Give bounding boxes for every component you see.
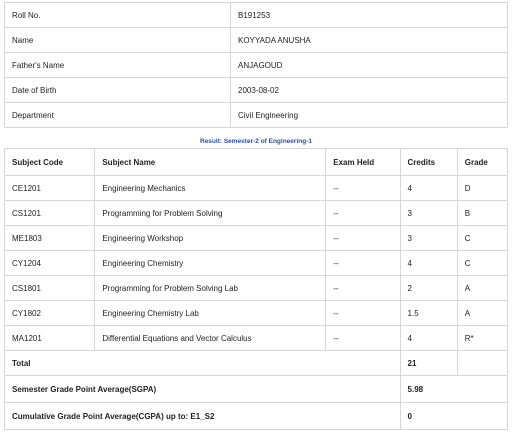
subject-code-cell: CY1204 [5,251,95,276]
header-credits: Credits [400,149,457,176]
sgpa-label: Semester Grade Point Average(SGPA) [5,376,401,403]
info-value: 2003-08-02 [231,78,508,103]
info-value: Civil Engineering [231,103,508,128]
grade-cell: B [457,201,507,226]
student-info-body [5,3,508,128]
exam-held-cell: -- [326,301,400,326]
total-credits: 21 [400,351,457,376]
info-row [5,28,508,53]
info-label: Name [5,28,231,53]
info-label: Date of Birth [5,78,231,103]
subject-name-cell: Engineering Workshop [95,226,326,251]
grade-cell: C [457,226,507,251]
exam-held-cell: -- [326,226,400,251]
credits-cell: 3 [400,226,457,251]
subject-code-cell: CE1201 [5,176,95,201]
grade-cell: A [457,301,507,326]
subject-row [5,251,508,276]
sgpa-value: 5.98 [400,376,507,403]
exam-held-cell: -- [326,276,400,301]
header-grade: Grade [457,149,507,176]
header-subject-code: Subject Code [5,149,95,176]
info-label: Father's Name [5,53,231,78]
info-row [5,78,508,103]
exam-held-cell: -- [326,251,400,276]
info-value: B191253 [231,3,508,28]
subject-code-cell: CS1201 [5,201,95,226]
subject-code-cell: MA1201 [5,326,95,351]
result-table-footer [5,351,508,430]
subject-row [5,176,508,201]
result-title: Result: Semester-2 of Engineering-1 [200,138,312,145]
grade-cell: A [457,276,507,301]
result-table-body [5,176,508,351]
info-row [5,103,508,128]
subject-row [5,201,508,226]
grade-cell: D [457,176,507,201]
cgpa-row [5,403,508,430]
exam-held-cell: -- [326,176,400,201]
info-value: ANJAGOUD [231,53,508,78]
subject-name-cell: Engineering Chemistry Lab [95,301,326,326]
total-label: Total [5,351,401,376]
subject-code-cell: ME1803 [5,226,95,251]
subject-code-cell: CY1802 [5,301,95,326]
subject-name-cell: Programming for Problem Solving Lab [95,276,326,301]
total-row [5,351,508,376]
total-grade-blank [457,351,507,376]
sgpa-row [5,376,508,403]
subject-name-cell: Engineering Mechanics [95,176,326,201]
grade-cell: C [457,251,507,276]
header-exam-held: Exam Held [326,149,400,176]
subject-code-cell: CS1801 [5,276,95,301]
info-row [5,3,508,28]
cgpa-label: Cumulative Grade Point Average(CGPA) up to: E1_S2 [5,403,401,430]
subject-name-cell: Programming for Problem Solving [95,201,326,226]
exam-held-cell: -- [326,326,400,351]
cgpa-value: 0 [400,403,507,430]
grade-cell: R* [457,326,507,351]
info-label: Department [5,103,231,128]
exam-held-cell: -- [326,201,400,226]
subject-row [5,226,508,251]
subject-row [5,276,508,301]
subject-name-cell: Differential Equations and Vector Calculus [95,326,326,351]
info-value: KOYYADA ANUSHA [231,28,508,53]
result-table [4,148,508,430]
credits-cell: 4 [400,326,457,351]
info-row [5,53,508,78]
subject-row [5,301,508,326]
credits-cell: 4 [400,251,457,276]
credits-cell: 3 [400,201,457,226]
result-table-header [5,149,508,176]
credits-cell: 1.5 [400,301,457,326]
student-info-table [4,2,508,128]
subject-name-cell: Engineering Chemistry [95,251,326,276]
credits-cell: 4 [400,176,457,201]
credits-cell: 2 [400,276,457,301]
info-label: Roll No. [5,3,231,28]
header-subject-name: Subject Name [95,149,326,176]
subject-row [5,326,508,351]
